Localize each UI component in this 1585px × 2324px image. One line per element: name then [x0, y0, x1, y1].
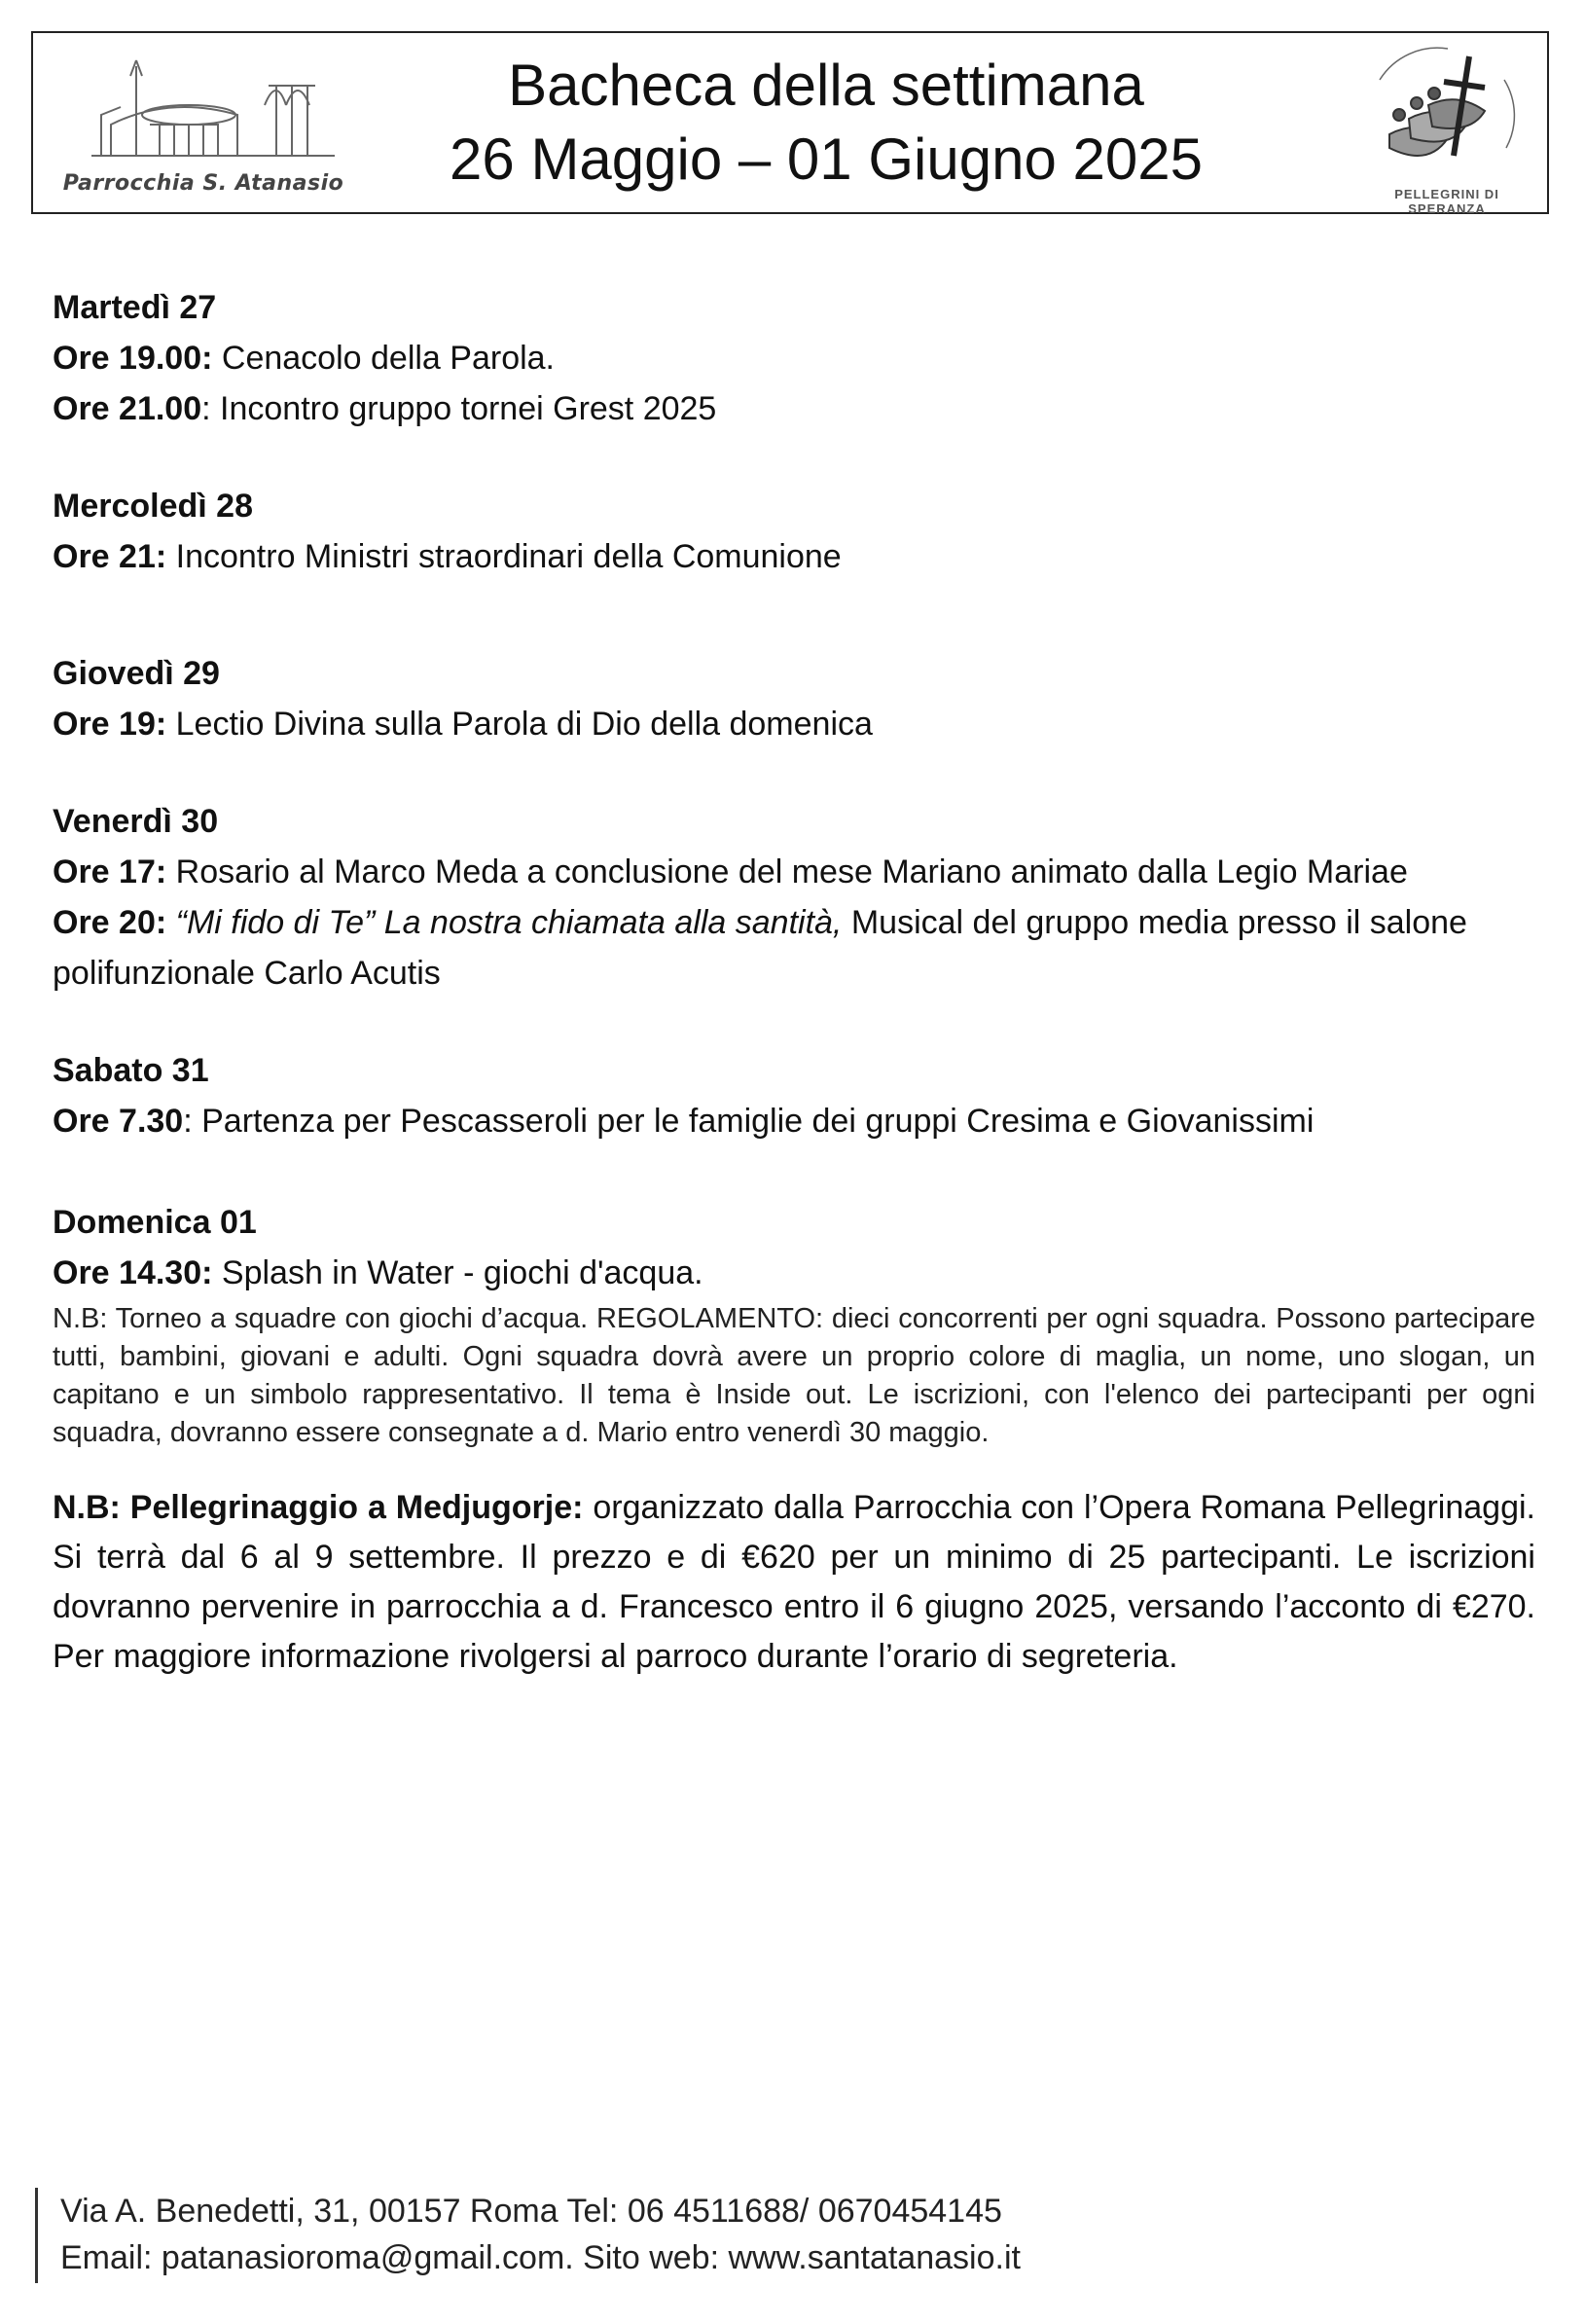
event-time: Ore 20: — [53, 904, 167, 941]
day-title: Mercoledì 28 — [53, 488, 253, 525]
day-section-tuesday — [53, 282, 1535, 434]
event-text: : Partenza per Pescasseroli per le famiglie dei gruppi Cresima e Giovanissimi — [183, 1103, 1315, 1140]
event-line — [53, 699, 1535, 749]
jubilee-logo-text: PELLEGRINI DI SPERANZA — [1394, 187, 1499, 216]
event-line — [53, 897, 1535, 999]
event-time: Ore 7.30 — [53, 1103, 184, 1140]
day-section-friday — [53, 796, 1535, 999]
event-time: Ore 21.00 — [53, 390, 202, 427]
day-section-thursday — [53, 648, 1535, 749]
parish-logo — [43, 47, 364, 202]
title-block — [364, 49, 1288, 197]
event-text: Lectio Divina sulla Parola di Dio della domenica — [166, 706, 873, 743]
event-line — [53, 1248, 1535, 1298]
weekly-content — [53, 282, 1535, 1682]
event-text: Splash in Water - giochi d'acqua. — [212, 1254, 703, 1291]
tournament-note: N.B: Torneo a squadre con giochi d’acqua. REGOLAMENTO: dieci concorrenti per ogni squadra. Possono partecipare tutti, bambini, giovani e adulti. Ogni squadra dovrà avere un proprio colore di maglia, un nome, uno slogan, un capitano e un simbolo rappresentativo. Il tema è Inside out. Le iscrizioni, con l'elenco dei partecipanti per ogni squadra, dovranno essere consegnate a d. Mario entro venerdì 30 maggio. — [53, 1303, 1535, 1448]
event-text: Musical del gruppo media presso il salone polifunzionale Carlo Acutis — [53, 904, 1467, 992]
page-title: Bacheca della settimana — [508, 53, 1144, 118]
day-title: Domenica 01 — [53, 1204, 257, 1241]
event-time: Ore 19: — [53, 706, 167, 743]
day-title: Sabato 31 — [53, 1052, 209, 1089]
event-time: Ore 19.00: — [53, 340, 213, 377]
day-section-wednesday — [53, 481, 1535, 582]
event-line — [53, 847, 1535, 897]
day-section-sunday — [53, 1197, 1535, 1452]
jubilee-logo — [1360, 41, 1526, 216]
event-time: Ore 21: — [53, 538, 167, 575]
event-text: Incontro Ministri straordinari della Comunione — [166, 538, 842, 575]
day-section-saturday — [53, 1045, 1535, 1146]
footer-divider — [35, 2188, 38, 2283]
day-title: Giovedì 29 — [53, 655, 220, 692]
event-text: Cenacolo della Parola. — [212, 340, 556, 377]
event-time: Ore 17: — [53, 853, 167, 890]
event-text: Rosario al Marco Meda a conclusione del mese Mariano animato dalla Legio Mariae — [166, 853, 1408, 890]
pilgrimage-text: organizzato dalla Parrocchia con l’Opera Romana Pellegrinaggi. Si terrà dal 6 al 9 settembre. Il prezzo e di €620 per un minimo di 25 partecipanti. Le iscrizioni dovranno pervenire in parrocchia a d. Francesco entro il 6 giugno 2025, versando l’acconto di €270. Per maggiore informazione rivolgersi al parroco durante l’orario di segreteria. — [53, 1489, 1535, 1675]
event-line — [53, 333, 1535, 383]
pilgrimage-label: N.B: Pellegrinaggio a Medjugorje: — [53, 1489, 584, 1526]
footer — [35, 2188, 1397, 2281]
footer-address: Via A. Benedetti, 31, 00157 Roma Tel: 06 4511688/ 0670454145 — [60, 2193, 1002, 2230]
parish-logo-text: Parrocchia S. Atanasio — [62, 171, 344, 196]
day-title: Venerdì 30 — [53, 803, 219, 840]
day-title: Martedì 27 — [53, 289, 217, 326]
event-text: : Incontro gruppo tornei Grest 2025 — [201, 390, 717, 427]
event-line — [53, 383, 1535, 434]
church-drawing-icon — [43, 47, 364, 173]
header-box — [31, 31, 1549, 214]
event-line — [53, 1096, 1535, 1146]
jubilee-cross-icon — [1360, 41, 1526, 187]
event-time: Ore 14.30: — [53, 1254, 213, 1291]
event-title-italic: “Mi fido di Te” La nostra chiamata alla santità, — [166, 904, 843, 941]
pilgrimage-note — [53, 1483, 1535, 1682]
page-subtitle: 26 Maggio – 01 Giugno 2025 — [450, 127, 1203, 192]
footer-contacts: Email: patanasioroma@gmail.com. Sito web: www.santatanasio.it — [60, 2239, 1021, 2276]
event-line — [53, 531, 1535, 582]
